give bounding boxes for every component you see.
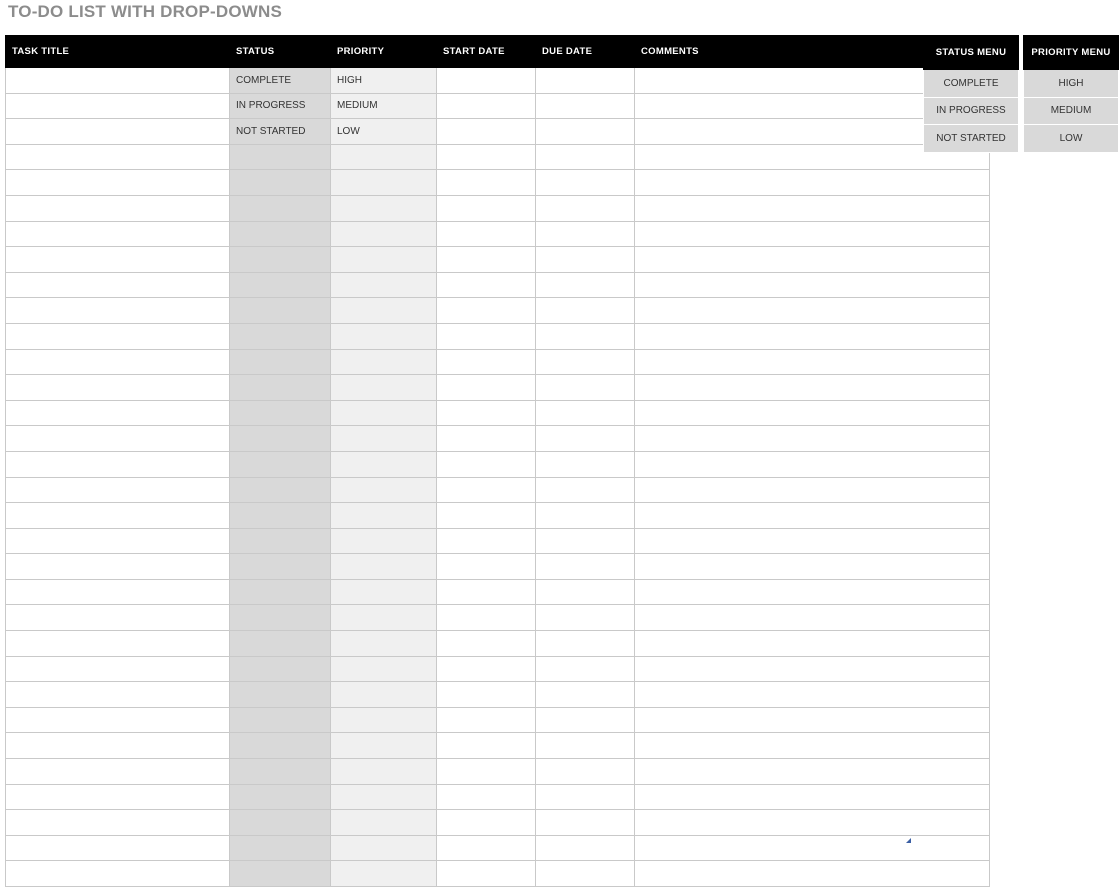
cell-priority[interactable] bbox=[331, 426, 437, 452]
cell-start-date[interactable] bbox=[437, 861, 536, 887]
table-row bbox=[6, 759, 990, 785]
cell-comments[interactable] bbox=[635, 707, 990, 733]
table-row bbox=[6, 861, 990, 887]
cell-task-title[interactable] bbox=[6, 170, 230, 196]
cell-priority[interactable] bbox=[331, 451, 437, 477]
cell-comments[interactable] bbox=[635, 579, 990, 605]
cell-priority[interactable] bbox=[331, 503, 437, 529]
cell-start-date[interactable] bbox=[437, 503, 536, 529]
todo-table bbox=[5, 35, 990, 887]
cell-status[interactable] bbox=[230, 400, 331, 426]
cell-start-date[interactable] bbox=[437, 349, 536, 375]
cell-start-date[interactable] bbox=[437, 631, 536, 657]
cell-due-date[interactable] bbox=[536, 272, 635, 298]
table-row bbox=[6, 656, 990, 682]
cell-task-title[interactable] bbox=[6, 451, 230, 477]
cell-task-title[interactable] bbox=[6, 579, 230, 605]
cell-priority[interactable] bbox=[331, 144, 437, 170]
status-menu-option[interactable]: NOT STARTED bbox=[924, 125, 1019, 153]
cell-start-date[interactable] bbox=[437, 247, 536, 273]
cell-priority[interactable] bbox=[331, 272, 437, 298]
cell-priority[interactable] bbox=[331, 195, 437, 221]
table-row bbox=[6, 528, 990, 554]
table-row bbox=[6, 349, 990, 375]
cell-start-date[interactable] bbox=[437, 835, 536, 861]
cell-due-date[interactable] bbox=[536, 195, 635, 221]
table-row bbox=[6, 707, 990, 733]
table-row bbox=[6, 503, 990, 529]
table-row bbox=[6, 784, 990, 810]
cell-due-date[interactable] bbox=[536, 298, 635, 324]
cell-status[interactable] bbox=[230, 733, 331, 759]
cell-status[interactable] bbox=[230, 810, 331, 836]
table-row bbox=[6, 272, 990, 298]
cell-status[interactable] bbox=[230, 144, 331, 170]
cell-start-date[interactable] bbox=[437, 733, 536, 759]
table-row bbox=[6, 400, 990, 426]
cell-priority[interactable] bbox=[331, 400, 437, 426]
cell-due-date[interactable] bbox=[536, 759, 635, 785]
cell-due-date[interactable] bbox=[536, 323, 635, 349]
table-row bbox=[6, 579, 990, 605]
table-row bbox=[6, 221, 990, 247]
cell-priority[interactable] bbox=[331, 861, 437, 887]
table-row bbox=[6, 835, 990, 861]
cell-comments[interactable] bbox=[635, 784, 990, 810]
status-menu-option[interactable]: IN PROGRESS bbox=[924, 97, 1019, 125]
cell-comments[interactable] bbox=[635, 631, 990, 657]
cell-start-date[interactable] bbox=[437, 528, 536, 554]
cell-due-date[interactable] bbox=[536, 170, 635, 196]
column-header-start-date: START DATE bbox=[437, 36, 536, 68]
cell-start-date[interactable] bbox=[437, 272, 536, 298]
cell-start-date[interactable] bbox=[437, 759, 536, 785]
status-menu bbox=[923, 35, 1019, 153]
table-row bbox=[6, 426, 990, 452]
cell-priority[interactable] bbox=[331, 682, 437, 708]
cell-status[interactable] bbox=[230, 682, 331, 708]
cell-status[interactable]: COMPLETE bbox=[230, 68, 331, 94]
cell-status[interactable] bbox=[230, 861, 331, 887]
cell-start-date[interactable] bbox=[437, 170, 536, 196]
cell-priority[interactable] bbox=[331, 298, 437, 324]
cell-status[interactable] bbox=[230, 298, 331, 324]
cell-task-title[interactable] bbox=[6, 323, 230, 349]
cell-due-date[interactable] bbox=[536, 861, 635, 887]
cell-comments[interactable] bbox=[635, 247, 990, 273]
cell-comments[interactable] bbox=[635, 528, 990, 554]
column-header-comments: COMMENTS bbox=[635, 36, 990, 68]
column-header-due-date: DUE DATE bbox=[536, 36, 635, 68]
cell-priority[interactable]: HIGH bbox=[331, 68, 437, 94]
cell-status[interactable] bbox=[230, 323, 331, 349]
cell-start-date[interactable] bbox=[437, 298, 536, 324]
cell-priority[interactable] bbox=[331, 810, 437, 836]
cell-status[interactable] bbox=[230, 375, 331, 401]
cell-start-date[interactable] bbox=[437, 554, 536, 580]
table-row bbox=[6, 810, 990, 836]
priority-menu-header-row bbox=[1024, 36, 1119, 70]
cell-status[interactable] bbox=[230, 835, 331, 861]
cell-start-date[interactable] bbox=[437, 93, 536, 119]
cell-status[interactable] bbox=[230, 784, 331, 810]
cell-task-title[interactable] bbox=[6, 605, 230, 631]
cell-start-date[interactable] bbox=[437, 451, 536, 477]
cell-comments[interactable] bbox=[635, 835, 990, 861]
cell-comments[interactable] bbox=[635, 298, 990, 324]
cell-task-title[interactable] bbox=[6, 810, 230, 836]
cell-comments[interactable] bbox=[635, 195, 990, 221]
table-row bbox=[6, 170, 990, 196]
cell-status[interactable] bbox=[230, 656, 331, 682]
cell-task-title[interactable] bbox=[6, 861, 230, 887]
cell-start-date[interactable] bbox=[437, 477, 536, 503]
table-row bbox=[6, 298, 990, 324]
cell-due-date[interactable] bbox=[536, 68, 635, 94]
cell-start-date[interactable] bbox=[437, 656, 536, 682]
column-header-status: STATUS bbox=[230, 36, 331, 68]
priority-menu-option[interactable]: MEDIUM bbox=[1024, 97, 1119, 125]
cell-comments[interactable] bbox=[635, 375, 990, 401]
cell-task-title[interactable] bbox=[6, 733, 230, 759]
cell-status[interactable]: NOT STARTED bbox=[230, 119, 331, 145]
cell-status[interactable] bbox=[230, 247, 331, 273]
table-row bbox=[6, 631, 990, 657]
cell-due-date[interactable] bbox=[536, 579, 635, 605]
cell-due-date[interactable] bbox=[536, 656, 635, 682]
table-row bbox=[6, 733, 990, 759]
column-header-priority: PRIORITY bbox=[331, 36, 437, 68]
cell-priority[interactable] bbox=[331, 579, 437, 605]
cell-start-date[interactable] bbox=[437, 195, 536, 221]
cell-due-date[interactable] bbox=[536, 426, 635, 452]
page-title: TO-DO LIST WITH DROP-DOWNS bbox=[8, 2, 283, 21]
cell-priority[interactable]: MEDIUM bbox=[331, 93, 437, 119]
table-row bbox=[6, 144, 990, 170]
menu-row bbox=[1024, 70, 1119, 98]
table-header-row bbox=[6, 36, 990, 68]
cell-due-date[interactable] bbox=[536, 707, 635, 733]
cell-priority[interactable] bbox=[331, 631, 437, 657]
cell-task-title[interactable] bbox=[6, 119, 230, 145]
cell-due-date[interactable] bbox=[536, 375, 635, 401]
cell-status[interactable] bbox=[230, 477, 331, 503]
column-header-task-title: TASK TITLE bbox=[6, 36, 230, 68]
cell-start-date[interactable] bbox=[437, 605, 536, 631]
cell-start-date[interactable] bbox=[437, 426, 536, 452]
cell-comments[interactable] bbox=[635, 733, 990, 759]
cell-start-date[interactable] bbox=[437, 375, 536, 401]
cell-comments[interactable] bbox=[635, 759, 990, 785]
cell-status[interactable] bbox=[230, 349, 331, 375]
cell-due-date[interactable] bbox=[536, 503, 635, 529]
cell-due-date[interactable] bbox=[536, 528, 635, 554]
cell-priority[interactable] bbox=[331, 707, 437, 733]
cell-status[interactable] bbox=[230, 605, 331, 631]
cell-task-title[interactable] bbox=[6, 93, 230, 119]
cell-task-title[interactable] bbox=[6, 528, 230, 554]
cell-task-title[interactable] bbox=[6, 759, 230, 785]
table-row bbox=[6, 554, 990, 580]
cell-comments[interactable] bbox=[635, 810, 990, 836]
cell-priority[interactable] bbox=[331, 170, 437, 196]
cell-comments[interactable] bbox=[635, 400, 990, 426]
menu-row bbox=[1024, 97, 1119, 125]
cell-priority[interactable] bbox=[331, 375, 437, 401]
cell-status[interactable] bbox=[230, 170, 331, 196]
cell-task-title[interactable] bbox=[6, 298, 230, 324]
cell-task-title[interactable] bbox=[6, 477, 230, 503]
cell-due-date[interactable] bbox=[536, 93, 635, 119]
table-row bbox=[6, 682, 990, 708]
cell-comments[interactable] bbox=[635, 503, 990, 529]
table-row bbox=[6, 375, 990, 401]
cell-task-title[interactable] bbox=[6, 195, 230, 221]
cell-due-date[interactable] bbox=[536, 682, 635, 708]
cell-start-date[interactable] bbox=[437, 323, 536, 349]
cell-priority[interactable] bbox=[331, 835, 437, 861]
cell-status[interactable] bbox=[230, 554, 331, 580]
priority-menu-option[interactable]: HIGH bbox=[1024, 70, 1119, 98]
menu-row bbox=[924, 97, 1019, 125]
cell-task-title[interactable] bbox=[6, 426, 230, 452]
cell-status[interactable] bbox=[230, 195, 331, 221]
cell-comments[interactable] bbox=[635, 349, 990, 375]
cell-comments[interactable] bbox=[635, 682, 990, 708]
cell-task-title[interactable] bbox=[6, 221, 230, 247]
cell-task-title[interactable] bbox=[6, 503, 230, 529]
cell-comments[interactable] bbox=[635, 656, 990, 682]
cell-due-date[interactable] bbox=[536, 605, 635, 631]
cell-status[interactable] bbox=[230, 528, 331, 554]
cell-comments[interactable] bbox=[635, 170, 990, 196]
cell-status[interactable] bbox=[230, 426, 331, 452]
cell-task-title[interactable] bbox=[6, 554, 230, 580]
cell-status[interactable]: IN PROGRESS bbox=[230, 93, 331, 119]
table-row bbox=[6, 605, 990, 631]
table-row bbox=[6, 247, 990, 273]
cell-start-date[interactable] bbox=[437, 68, 536, 94]
table-row bbox=[6, 451, 990, 477]
cell-comments[interactable] bbox=[635, 323, 990, 349]
cell-comments[interactable] bbox=[635, 605, 990, 631]
cell-due-date[interactable] bbox=[536, 144, 635, 170]
cell-priority[interactable] bbox=[331, 656, 437, 682]
cell-task-title[interactable] bbox=[6, 272, 230, 298]
cell-start-date[interactable] bbox=[437, 144, 536, 170]
cell-priority[interactable] bbox=[331, 221, 437, 247]
cell-status[interactable] bbox=[230, 759, 331, 785]
cell-priority[interactable] bbox=[331, 349, 437, 375]
cell-task-title[interactable] bbox=[6, 682, 230, 708]
cell-due-date[interactable] bbox=[536, 784, 635, 810]
menu-row bbox=[924, 125, 1019, 153]
cell-due-date[interactable] bbox=[536, 477, 635, 503]
cell-start-date[interactable] bbox=[437, 810, 536, 836]
cell-comments[interactable] bbox=[635, 477, 990, 503]
cell-due-date[interactable] bbox=[536, 810, 635, 836]
cell-task-title[interactable] bbox=[6, 349, 230, 375]
cell-status[interactable] bbox=[230, 221, 331, 247]
cell-priority[interactable] bbox=[331, 784, 437, 810]
cell-comments[interactable] bbox=[635, 426, 990, 452]
cell-status[interactable] bbox=[230, 631, 331, 657]
table-row bbox=[6, 323, 990, 349]
cell-start-date[interactable] bbox=[437, 400, 536, 426]
cell-comments[interactable] bbox=[635, 861, 990, 887]
table-row bbox=[6, 68, 990, 94]
cell-status[interactable] bbox=[230, 579, 331, 605]
menu-row bbox=[1024, 125, 1119, 153]
cell-due-date[interactable] bbox=[536, 733, 635, 759]
cell-status[interactable] bbox=[230, 707, 331, 733]
priority-menu-header: PRIORITY MENU bbox=[1024, 36, 1119, 70]
cell-priority[interactable] bbox=[331, 247, 437, 273]
table-row bbox=[6, 93, 990, 119]
status-menu-option[interactable]: COMPLETE bbox=[924, 70, 1019, 98]
table-row bbox=[6, 477, 990, 503]
cell-priority[interactable] bbox=[331, 323, 437, 349]
priority-menu-option[interactable]: LOW bbox=[1024, 125, 1119, 153]
cell-priority[interactable] bbox=[331, 554, 437, 580]
cell-comments[interactable] bbox=[635, 221, 990, 247]
cell-priority[interactable] bbox=[331, 477, 437, 503]
cell-due-date[interactable] bbox=[536, 119, 635, 145]
cell-status[interactable] bbox=[230, 451, 331, 477]
table-row bbox=[6, 195, 990, 221]
table-row bbox=[6, 119, 990, 145]
cell-task-title[interactable] bbox=[6, 631, 230, 657]
cell-status[interactable] bbox=[230, 503, 331, 529]
cell-start-date[interactable] bbox=[437, 119, 536, 145]
cell-priority[interactable] bbox=[331, 733, 437, 759]
cell-task-title[interactable] bbox=[6, 400, 230, 426]
cell-priority[interactable] bbox=[331, 528, 437, 554]
cell-task-title[interactable] bbox=[6, 375, 230, 401]
cell-task-title[interactable] bbox=[6, 835, 230, 861]
cell-due-date[interactable] bbox=[536, 349, 635, 375]
cell-task-title[interactable] bbox=[6, 784, 230, 810]
cell-task-title[interactable] bbox=[6, 68, 230, 94]
cell-start-date[interactable] bbox=[437, 707, 536, 733]
cell-task-title[interactable] bbox=[6, 144, 230, 170]
cell-due-date[interactable] bbox=[536, 221, 635, 247]
cell-due-date[interactable] bbox=[536, 400, 635, 426]
status-menu-header: STATUS MENU bbox=[924, 36, 1019, 70]
cell-start-date[interactable] bbox=[437, 682, 536, 708]
cell-start-date[interactable] bbox=[437, 221, 536, 247]
cell-task-title[interactable] bbox=[6, 707, 230, 733]
cell-priority[interactable] bbox=[331, 605, 437, 631]
menu-row bbox=[924, 70, 1019, 98]
cell-comments[interactable] bbox=[635, 554, 990, 580]
cell-status[interactable] bbox=[230, 272, 331, 298]
status-menu-header-row bbox=[924, 36, 1019, 70]
cell-due-date[interactable] bbox=[536, 631, 635, 657]
cell-due-date[interactable] bbox=[536, 835, 635, 861]
cell-due-date[interactable] bbox=[536, 554, 635, 580]
cell-start-date[interactable] bbox=[437, 579, 536, 605]
cell-task-title[interactable] bbox=[6, 656, 230, 682]
cell-due-date[interactable] bbox=[536, 247, 635, 273]
priority-menu bbox=[1023, 35, 1119, 153]
cell-priority[interactable]: LOW bbox=[331, 119, 437, 145]
cell-task-title[interactable] bbox=[6, 247, 230, 273]
cell-due-date[interactable] bbox=[536, 451, 635, 477]
cell-comments[interactable] bbox=[635, 272, 990, 298]
cell-start-date[interactable] bbox=[437, 784, 536, 810]
cell-comments[interactable] bbox=[635, 451, 990, 477]
cell-priority[interactable] bbox=[331, 759, 437, 785]
